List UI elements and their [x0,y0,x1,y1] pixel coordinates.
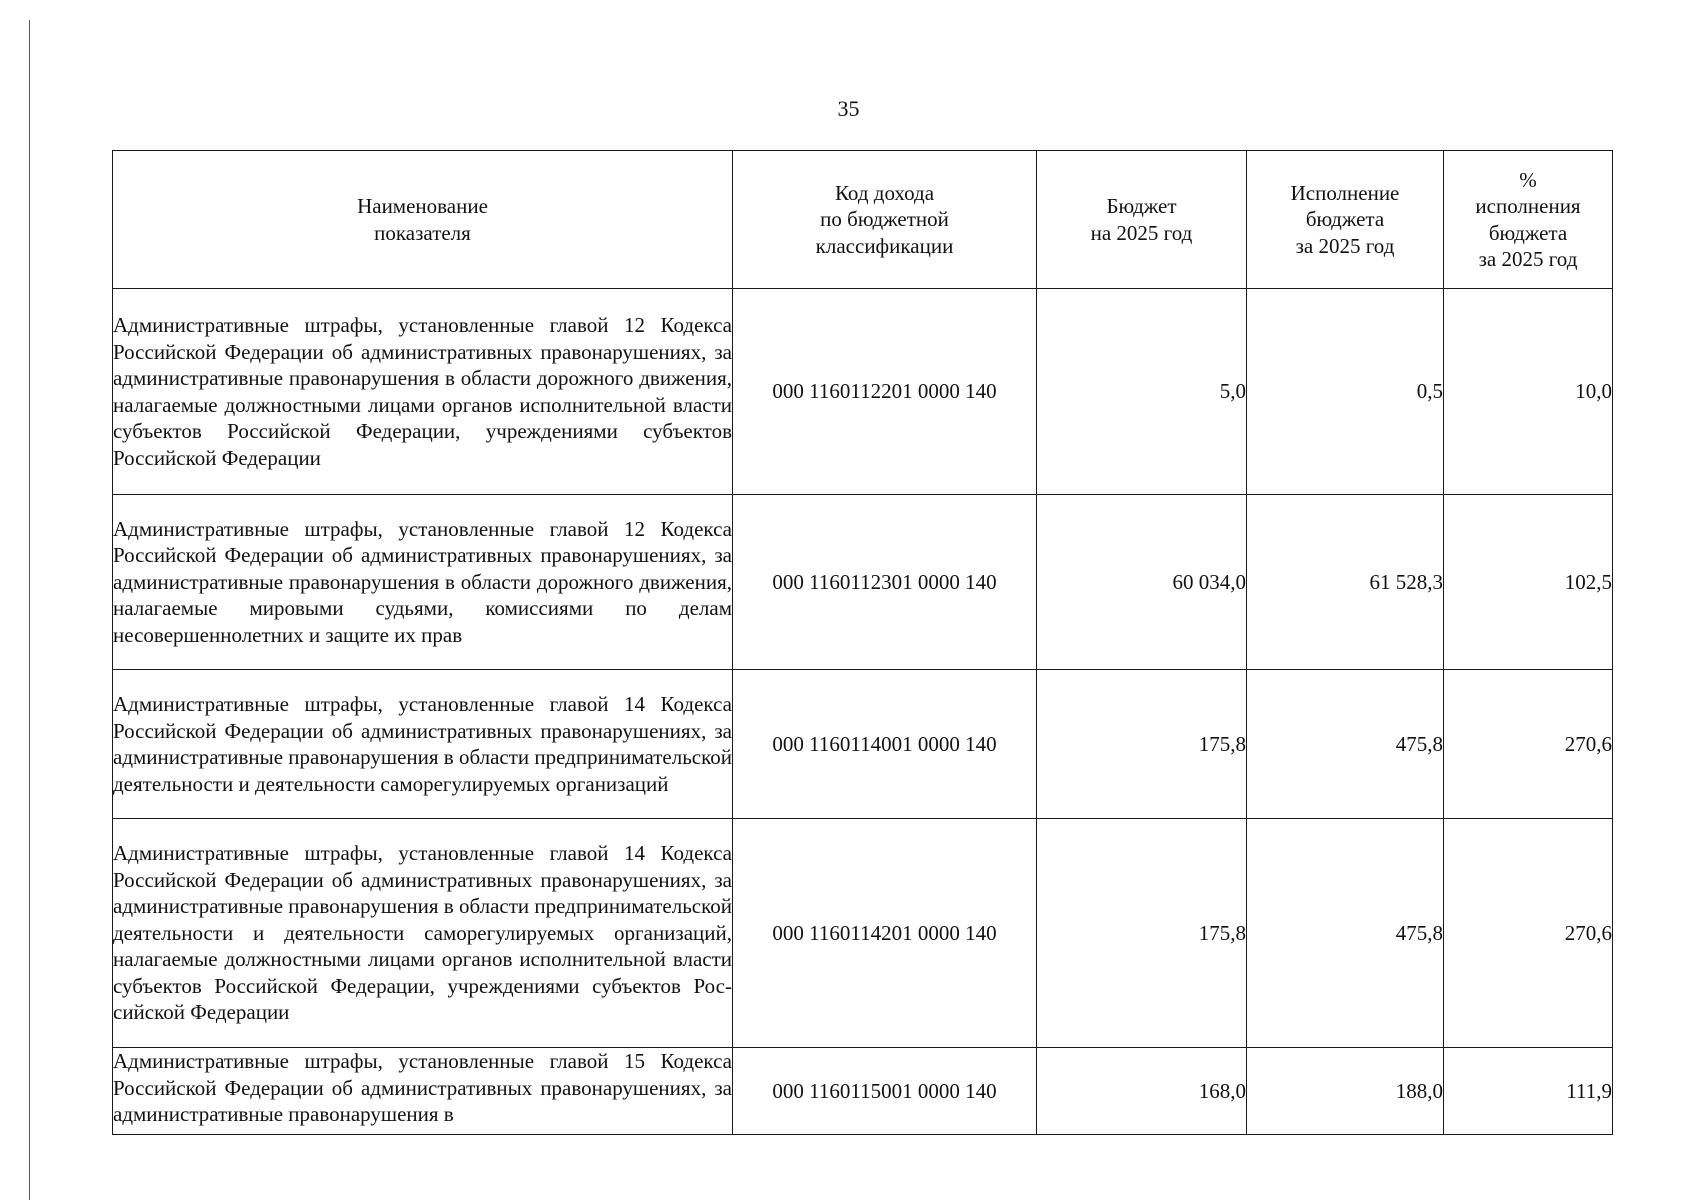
table-row [113,1048,1613,1135]
row-code: 000 1160112301 0000 140 [733,495,1037,670]
row-code: 000 1160114001 0000 140 [733,670,1037,819]
table-row [113,670,1613,819]
table-row [113,495,1613,670]
row-name [113,1048,733,1135]
row-plan: 175,8 [1037,819,1247,1048]
row-name: Административные штрафы, установленные главой 12 Кодекса Российской Федерации об административных правонарушениях, за административные правонарушения в области дорожного движения, налагаемые мировыми судьями, комиссиями по делам несовершеннолетних и защите их прав [113,495,733,670]
row-pct: 270,6 [1444,670,1613,819]
page-number: 35 [837,96,860,121]
row-plan: 5,0 [1037,289,1247,495]
row-name: Административные штрафы, установленные главой 12 Кодекса Российской Федерации об административных правонарушениях, за административные правонарушения в области дорожного движения, налагаемые должностными лицами органов исполнительной власти субъектов Российской Федерации, учреждениями субъектов Российской Федерации [113,289,733,495]
header-pct: % исполнения бюджета за 2025 год [1444,151,1613,289]
row-plan: 60 034,0 [1037,495,1247,670]
row-name-text: Административные штрафы, установленные главой 15 Кодекса Российской Федерации об административных правонарушениях, за административные правонарушения в [113,1049,732,1126]
row-code: 000 1160112201 0000 140 [733,289,1037,495]
row-exec: 475,8 [1247,670,1444,819]
row-exec: 0,5 [1247,289,1444,495]
row-plan: 168,0 [1037,1048,1247,1135]
header-exec: Исполнение бюджета за 2025 год [1247,151,1444,289]
row-pct: 111,9 [1444,1048,1613,1135]
header-plan: Бюджет на 2025 год [1037,151,1247,289]
binding-line [29,20,30,1200]
row-exec: 61 528,3 [1247,495,1444,670]
row-exec: 188,0 [1247,1048,1444,1135]
row-pct: 270,6 [1444,819,1613,1048]
header-code: Код дохода по бюджетной классификации [733,151,1037,289]
row-name: Административные штрафы, установленные главой 14 Кодекса Российской Федерации об административных правонарушениях, за административные правонарушения в области предпринимательской деятельности и деятельности саморегулируемых организаций [113,670,733,819]
table-header-row [113,151,1613,289]
row-code: 000 1160114201 0000 140 [733,819,1037,1048]
row-pct: 10,0 [1444,289,1613,495]
row-exec: 475,8 [1247,819,1444,1048]
row-plan: 175,8 [1037,670,1247,819]
table-row [113,289,1613,495]
row-code: 000 1160115001 0000 140 [733,1048,1037,1135]
row-pct: 102,5 [1444,495,1613,670]
header-name: Наименование показателя [113,151,733,289]
row-name: Административные штрафы, установленные главой 14 Кодекса Российской Федерации об административных правонарушениях, за административные правонарушения в области предпринимательской деятельности и деятельности саморегулируемых организаций, налагаемые должностными лицами органов исполнительной власти субъектов Российской Федерации, учреждениями субъектов Российской Федерации [113,819,733,1048]
table-row [113,819,1613,1048]
budget-execution-table [112,150,1613,1135]
